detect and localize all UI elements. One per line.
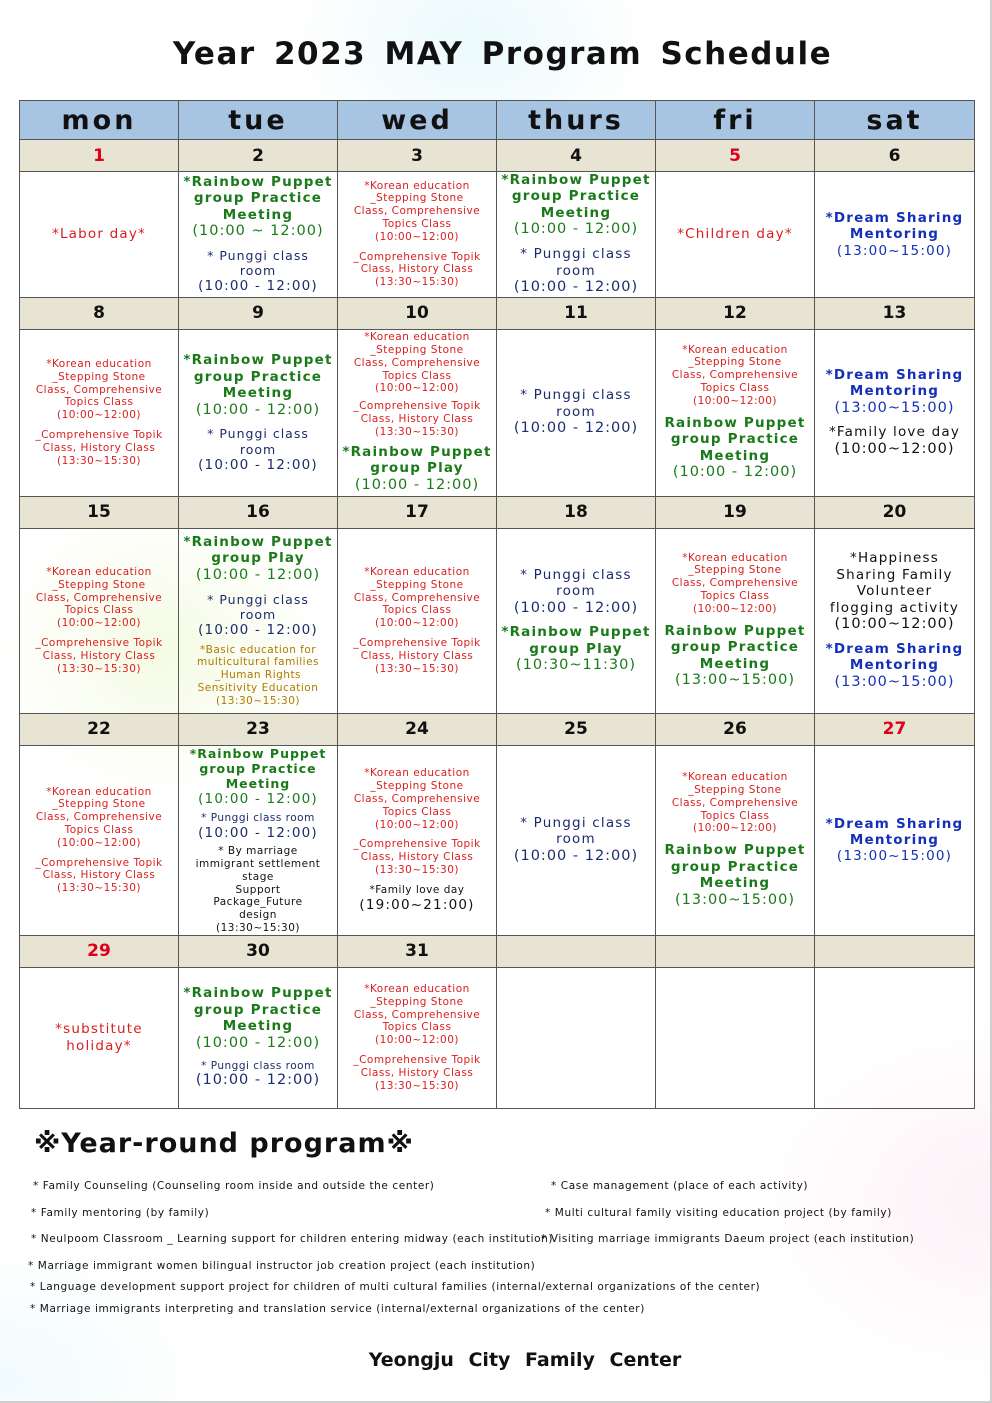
- weekday-mon: mon: [20, 101, 179, 140]
- program-line: Topics Class: [382, 604, 452, 617]
- year-round-item: * Case management (place of each activity): [551, 1180, 809, 1192]
- program-line: Topics Class: [64, 604, 134, 617]
- program-line: group Practice: [670, 858, 800, 875]
- date-row: [20, 297, 975, 329]
- day-cell: [815, 528, 975, 713]
- weekday-sat: sat: [815, 101, 975, 140]
- day-number: 29: [20, 935, 179, 967]
- year-round-item: * Family mentoring (by family): [31, 1207, 210, 1219]
- holiday-label: *Labor day*: [52, 226, 146, 243]
- program-time: (10:00 - 12:00): [195, 566, 321, 583]
- program-time: (19:00~21:00): [359, 896, 475, 913]
- program-time: (13:00~15:00): [834, 399, 955, 416]
- program-line: Class, Comprehensive: [671, 369, 799, 382]
- program-line: *Dream Sharing: [825, 209, 964, 226]
- program-time: (10:00 - 12:00): [198, 278, 318, 295]
- program-time: (10:00~12:00): [374, 617, 459, 630]
- program-line: *Korean education: [46, 358, 152, 371]
- day-number: 6: [815, 140, 975, 172]
- day-number: 26: [656, 713, 815, 745]
- program-line: * Punggi class: [520, 566, 632, 583]
- program-time: (10:00 - 12:00): [513, 599, 639, 616]
- program-line: _Stepping Stone: [52, 370, 146, 383]
- program-line: * Punggi class: [207, 591, 309, 607]
- day-cell: [497, 967, 656, 1108]
- program-line: *Rainbow Puppet: [501, 624, 651, 641]
- program-time: (10:00 - 12:00): [513, 847, 639, 864]
- program-line: Mentoring: [849, 657, 940, 674]
- date-row: [20, 140, 975, 172]
- weekday-wed: wed: [338, 101, 497, 140]
- program-line: Topics Class: [64, 823, 134, 836]
- program-time: (10:00 - 12:00): [198, 824, 318, 841]
- program-time: (10:00 - 12:00): [195, 401, 321, 418]
- program-line: Meeting: [699, 875, 771, 892]
- date-row: [20, 935, 975, 967]
- day-cell: [338, 745, 497, 935]
- day-cell: [815, 172, 975, 298]
- program-line: Package_Future: [213, 896, 303, 909]
- program-line: _Stepping Stone: [688, 564, 782, 577]
- program-line: Rainbow Puppet: [664, 414, 806, 431]
- program-line: *Rainbow Puppet: [183, 173, 333, 190]
- program-line: Class, Comprehensive: [353, 356, 481, 369]
- program-line: * Punggi class: [207, 247, 309, 263]
- year-round-title: ※Year-round program※: [34, 1128, 414, 1159]
- day-cell: [656, 329, 815, 496]
- program-line: _Human Rights: [214, 669, 302, 682]
- program-line: room: [239, 263, 277, 279]
- day-number: [497, 935, 656, 967]
- program-line: Class, History Class: [360, 413, 474, 425]
- program-line: _Comprehensive Topik: [35, 856, 163, 869]
- program-line: Class, Comprehensive: [353, 793, 481, 806]
- program-line: Class, History Class: [360, 851, 474, 864]
- year-round-item: * Marriage immigrants interpreting and translation service (internal/external organizations of the center): [30, 1303, 645, 1315]
- program-time: (10:00~12:00): [374, 382, 459, 395]
- program-line: Meeting: [699, 447, 771, 464]
- holiday-label: *Children day*: [677, 226, 793, 243]
- program-line: _Stepping Stone: [688, 784, 782, 796]
- program-line: group Practice: [199, 760, 317, 776]
- weekday-tue: tue: [179, 101, 338, 140]
- program-line: _Comprehensive Topik: [353, 838, 481, 851]
- program-line: * Punggi class: [207, 426, 309, 442]
- program-line: *Rainbow Puppet: [183, 985, 333, 1002]
- program-time: (10:00 - 12:00): [198, 622, 318, 639]
- day-cell: [497, 745, 656, 935]
- program-line: * Punggi class: [520, 246, 632, 263]
- day-cell: [338, 528, 497, 713]
- program-row: [20, 745, 975, 935]
- program-line: flogging activity: [829, 599, 960, 616]
- weekday-header-row: [20, 101, 975, 140]
- day-number: 22: [20, 713, 179, 745]
- program-line: Class, History Class: [42, 869, 156, 882]
- program-line: room: [556, 831, 596, 848]
- program-line: Mentoring: [849, 226, 940, 243]
- program-line: Topics Class: [700, 382, 770, 395]
- day-number: 20: [815, 496, 975, 528]
- program-time: (13:00~15:00): [674, 672, 796, 689]
- program-line: Volunteer: [856, 583, 933, 600]
- day-number: [656, 935, 815, 967]
- program-line: Class, History Class: [360, 263, 474, 276]
- program-line: Class, History Class: [360, 1066, 474, 1079]
- program-time: (10:00 - 12:00): [672, 464, 798, 481]
- footer-org-name: Yeongju City Family Center: [368, 1349, 682, 1371]
- program-line: Meeting: [222, 385, 294, 402]
- day-number: 4: [497, 140, 656, 172]
- program-time: (10:00 - 12:00): [354, 476, 480, 493]
- program-time: (10:00 - 12:00): [513, 221, 639, 238]
- day-number: 31: [338, 935, 497, 967]
- program-line: design: [239, 909, 277, 922]
- program-line: _Stepping Stone: [370, 578, 464, 591]
- program-time: (13:30~15:30): [56, 454, 141, 467]
- day-number: 10: [338, 297, 497, 329]
- program-line: Topics Class: [700, 809, 770, 822]
- day-cell: [338, 967, 497, 1108]
- program-line: _Comprehensive Topik: [35, 429, 163, 442]
- program-line: *Korean education: [46, 566, 152, 579]
- program-line: Topics Class: [700, 590, 770, 603]
- program-line: multicultural families: [197, 656, 319, 669]
- program-line: *Family love day: [369, 883, 465, 896]
- day-cell: [179, 172, 338, 298]
- program-line: group Practice: [193, 1001, 323, 1018]
- program-line: Meeting: [222, 206, 294, 223]
- program-line: Class, Comprehensive: [353, 1008, 481, 1021]
- program-line: Class, Comprehensive: [35, 383, 163, 396]
- day-cell: [815, 329, 975, 496]
- program-line: Class, History Class: [42, 649, 156, 662]
- program-line: _Stepping Stone: [370, 995, 464, 1008]
- program-line: Rainbow Puppet: [664, 842, 806, 859]
- day-cell: [179, 967, 338, 1108]
- day-cell: [497, 329, 656, 496]
- program-line: Topics Class: [382, 805, 452, 818]
- day-cell: [656, 528, 815, 713]
- program-line: _Stepping Stone: [52, 578, 146, 591]
- day-number: 9: [179, 297, 338, 329]
- day-cell: [20, 528, 179, 713]
- program-line: group Practice: [193, 368, 323, 385]
- program-line: *Korean education: [46, 785, 152, 798]
- day-cell: [815, 745, 975, 935]
- program-time: (10:00 - 12:00): [198, 456, 318, 473]
- date-row: [20, 496, 975, 528]
- program-line: * By marriage: [218, 845, 298, 858]
- program-line: *Korean education: [364, 983, 470, 996]
- program-line: _Stepping Stone: [370, 344, 464, 357]
- program-line: *Dream Sharing: [825, 640, 964, 657]
- program-time: (10:00~12:00): [374, 818, 459, 831]
- program-line: Class, History Class: [42, 441, 156, 454]
- program-line: room: [556, 403, 596, 420]
- day-cell: [338, 329, 497, 496]
- program-line: * Punggi class room: [201, 1059, 315, 1072]
- program-line: _Stepping Stone: [370, 192, 464, 205]
- day-number: 18: [497, 496, 656, 528]
- program-time: (13:00~15:00): [836, 848, 953, 865]
- program-line: Meeting: [540, 204, 612, 221]
- program-line: _Comprehensive Topik: [353, 400, 481, 413]
- program-line: * Punggi class room: [201, 811, 315, 824]
- program-line: Meeting: [225, 776, 291, 792]
- program-line: group Practice: [670, 639, 800, 656]
- program-line: _Stepping Stone: [688, 356, 782, 369]
- program-time: (10:00 - 12:00): [513, 420, 639, 437]
- day-cell: [656, 172, 815, 298]
- program-line: group Practice: [193, 190, 323, 207]
- program-line: Rainbow Puppet: [664, 622, 806, 639]
- day-number: 24: [338, 713, 497, 745]
- program-line: Sharing Family: [836, 566, 953, 583]
- program-line: *Basic education for: [199, 643, 317, 656]
- program-time: (13:30~15:30): [56, 662, 141, 675]
- program-line: Class, Comprehensive: [671, 577, 799, 590]
- program-row: [20, 967, 975, 1108]
- program-time: (10:00 - 12:00): [195, 1034, 321, 1051]
- program-line: group Practice: [511, 188, 641, 205]
- year-round-item: * Neulpoom Classroom _ Learning support for children entering midway (each institution): [31, 1233, 554, 1245]
- program-line: Class, Comprehensive: [353, 205, 481, 218]
- program-line: Topics Class: [382, 1021, 452, 1034]
- holiday-label: holiday*: [66, 1037, 132, 1054]
- program-time: (13:30~15:30): [374, 276, 459, 289]
- year-round-item: * Family Counseling (Counseling room inside and outside the center): [33, 1180, 435, 1192]
- day-number: 17: [338, 496, 497, 528]
- day-cell: [656, 745, 815, 935]
- program-row: [20, 329, 975, 496]
- program-time: (13:30~15:30): [374, 1079, 459, 1092]
- program-time: (10:00~12:00): [374, 230, 459, 243]
- program-line: Support: [235, 883, 281, 896]
- program-time: (10:30~11:30): [515, 657, 637, 674]
- program-line: *Korean education: [682, 771, 788, 784]
- program-time: (10:00~12:00): [374, 1034, 459, 1047]
- year-round-item: * Marriage immigrant women bilingual instructor job creation project (each institution): [28, 1260, 536, 1272]
- program-line: _Comprehensive Topik: [353, 1054, 481, 1067]
- day-number: [815, 935, 975, 967]
- weekday-thurs: thurs: [497, 101, 656, 140]
- program-time: (13:30~15:30): [215, 694, 300, 707]
- program-time: (13:00~15:00): [836, 242, 953, 259]
- day-number: 12: [656, 297, 815, 329]
- day-number: 27: [815, 713, 975, 745]
- holiday-label: *substitute: [55, 1021, 143, 1038]
- year-round-item: * Multi cultural family visiting education project (by family): [545, 1207, 892, 1219]
- program-line: room: [239, 441, 277, 457]
- program-time: (13:30~15:30): [56, 882, 141, 895]
- day-number: 2: [179, 140, 338, 172]
- program-line: Class, Comprehensive: [35, 811, 163, 824]
- day-number: 1: [20, 140, 179, 172]
- program-line: Sensitivity Education: [197, 681, 319, 694]
- program-line: *Korean education: [364, 179, 470, 192]
- program-line: group Practice: [670, 431, 800, 448]
- program-line: immigrant settlement: [195, 858, 321, 870]
- program-time: (13:30~15:30): [374, 864, 459, 876]
- program-line: _Comprehensive Topik: [353, 637, 481, 650]
- day-number: 25: [497, 713, 656, 745]
- weekday-fri: fri: [656, 101, 815, 140]
- program-line: Class, Comprehensive: [671, 796, 799, 809]
- program-time: (10:00~12:00): [56, 617, 141, 630]
- day-number: 19: [656, 496, 815, 528]
- program-line: *Rainbow Puppet: [501, 172, 651, 188]
- program-line: *Rainbow Puppet: [342, 443, 492, 460]
- program-line: *Rainbow Puppet: [189, 745, 327, 761]
- day-cell: [179, 329, 338, 496]
- day-number: 5: [656, 140, 815, 172]
- day-cell: [497, 528, 656, 713]
- program-line: *Korean education: [682, 343, 788, 356]
- program-line: *Korean education: [682, 551, 788, 564]
- program-time: (10:00 ~ 12:00): [192, 223, 324, 240]
- program-line: _Comprehensive Topik: [353, 250, 481, 263]
- year-round-item: * Visiting marriage immigrants Daeum project (each institution): [541, 1233, 915, 1245]
- program-row: [20, 528, 975, 713]
- day-cell: [497, 172, 656, 298]
- day-cell: [815, 967, 975, 1108]
- day-cell: [656, 967, 815, 1108]
- program-line: * Punggi class: [520, 814, 632, 831]
- program-line: *Rainbow Puppet: [183, 533, 333, 550]
- program-time: (10:00~12:00): [56, 409, 141, 422]
- day-number: 15: [20, 496, 179, 528]
- program-line: *Korean education: [364, 331, 470, 344]
- program-time: (10:00 - 12:00): [198, 791, 318, 808]
- program-line: _Comprehensive Topik: [35, 637, 163, 650]
- program-time: (10:00~12:00): [692, 602, 777, 615]
- program-line: Class, Comprehensive: [353, 591, 481, 604]
- program-time: (13:00~15:00): [834, 673, 955, 690]
- program-line: * Punggi class: [520, 387, 632, 404]
- program-line: *Dream Sharing: [825, 815, 964, 832]
- program-line: room: [556, 262, 596, 279]
- program-line: *Family love day: [828, 424, 961, 441]
- day-number: 30: [179, 935, 338, 967]
- program-line: group Play: [529, 640, 623, 657]
- program-time: (10:00 - 12:00): [195, 1072, 321, 1089]
- day-number: 23: [179, 713, 338, 745]
- day-cell: [20, 329, 179, 496]
- program-line: Class, History Class: [360, 649, 474, 662]
- program-line: group Play: [211, 550, 305, 567]
- day-cell: [179, 745, 338, 935]
- program-line: room: [239, 606, 277, 622]
- calendar-table: [19, 100, 975, 1109]
- program-time: (13:00~15:00): [674, 891, 796, 908]
- program-time: (10:00 - 12:00): [513, 279, 639, 296]
- day-cell: [20, 172, 179, 298]
- program-line: group Play: [370, 460, 464, 477]
- page-title: Year 2023 MAY Program Schedule: [172, 36, 833, 72]
- program-time: (10:00~12:00): [834, 440, 955, 457]
- day-cell: [20, 967, 179, 1108]
- program-line: Mentoring: [849, 832, 940, 849]
- day-cell: [20, 745, 179, 935]
- program-time: (10:00~12:00): [692, 394, 777, 407]
- program-line: Meeting: [699, 655, 771, 672]
- program-time: (10:00~12:00): [56, 836, 141, 849]
- day-number: 13: [815, 297, 975, 329]
- day-number: 11: [497, 297, 656, 329]
- program-line: stage: [242, 870, 274, 883]
- program-line: *Rainbow Puppet: [183, 352, 333, 369]
- program-line: Mentoring: [849, 383, 940, 400]
- program-time: (10:00~12:00): [692, 822, 777, 835]
- program-line: Meeting: [222, 1018, 294, 1035]
- program-line: _Stepping Stone: [52, 798, 146, 811]
- program-line: *Korean education: [364, 566, 470, 579]
- program-line: Topics Class: [382, 369, 452, 382]
- program-line: Topics Class: [64, 396, 134, 409]
- day-cell: [179, 528, 338, 713]
- program-line: Class, Comprehensive: [35, 591, 163, 604]
- program-line: *Happiness: [850, 550, 939, 567]
- day-number: 3: [338, 140, 497, 172]
- program-line: room: [556, 583, 596, 600]
- day-cell: [338, 172, 497, 298]
- program-line: *Korean education: [364, 767, 470, 780]
- program-time: (13:30~15:30): [215, 921, 300, 934]
- day-number: 8: [20, 297, 179, 329]
- program-row: [20, 172, 975, 298]
- program-line: _Stepping Stone: [370, 780, 464, 793]
- program-line: Topics Class: [382, 218, 452, 231]
- program-time: (13:30~15:30): [374, 662, 459, 675]
- program-line: *Dream Sharing: [825, 366, 964, 383]
- day-number: 16: [179, 496, 338, 528]
- program-time: (13:30~15:30): [374, 425, 459, 438]
- program-time: (10:00~12:00): [834, 616, 955, 632]
- date-row: [20, 713, 975, 745]
- year-round-item: * Language development support project for children of multi cultural families (internal/external organizations of the center): [30, 1281, 761, 1293]
